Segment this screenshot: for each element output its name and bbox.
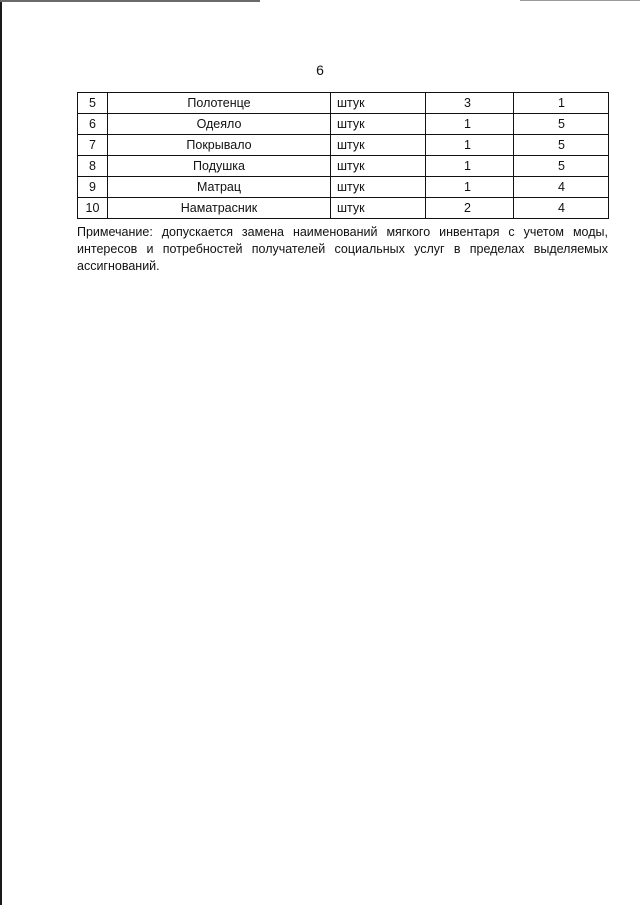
scan-left-edge bbox=[0, 0, 2, 905]
item-name: Одеяло bbox=[108, 114, 331, 135]
item-name: Полотенце bbox=[108, 93, 331, 114]
scan-top-edge bbox=[0, 0, 260, 2]
item-quantity: 3 bbox=[426, 93, 514, 114]
item-years: 5 bbox=[514, 156, 609, 177]
item-years: 4 bbox=[514, 198, 609, 219]
row-number: 10 bbox=[78, 198, 108, 219]
item-quantity: 1 bbox=[426, 156, 514, 177]
item-unit: штук bbox=[331, 156, 426, 177]
item-name: Матрац bbox=[108, 177, 331, 198]
note-paragraph: Примечание: допускается замена наименований мягкого инвентаря с учетом моды, интересов и потребностей получателей социальных услуг в пределах выделяемых ассигнований. bbox=[77, 225, 608, 273]
row-number: 6 bbox=[78, 114, 108, 135]
item-years: 5 bbox=[514, 135, 609, 156]
item-quantity: 1 bbox=[426, 135, 514, 156]
table-row bbox=[78, 156, 609, 177]
item-years: 5 bbox=[514, 114, 609, 135]
row-number: 9 bbox=[78, 177, 108, 198]
item-unit: штук bbox=[331, 114, 426, 135]
item-unit: штук bbox=[331, 198, 426, 219]
item-name: Покрывало bbox=[108, 135, 331, 156]
item-unit: штук bbox=[331, 93, 426, 114]
table-row bbox=[78, 93, 609, 114]
item-quantity: 2 bbox=[426, 198, 514, 219]
item-quantity: 1 bbox=[426, 177, 514, 198]
item-years: 1 bbox=[514, 93, 609, 114]
table-row bbox=[78, 198, 609, 219]
row-number: 8 bbox=[78, 156, 108, 177]
table-row bbox=[78, 135, 609, 156]
item-name: Наматрасник bbox=[108, 198, 331, 219]
item-unit: штук bbox=[331, 177, 426, 198]
table-row bbox=[78, 177, 609, 198]
item-quantity: 1 bbox=[426, 114, 514, 135]
row-number: 7 bbox=[78, 135, 108, 156]
row-number: 5 bbox=[78, 93, 108, 114]
scan-top-edge-right bbox=[520, 0, 640, 1]
item-name: Подушка bbox=[108, 156, 331, 177]
page-number: 6 bbox=[316, 62, 324, 78]
item-years: 4 bbox=[514, 177, 609, 198]
inventory-table bbox=[77, 92, 609, 219]
table-row bbox=[78, 114, 609, 135]
item-unit: штук bbox=[331, 135, 426, 156]
